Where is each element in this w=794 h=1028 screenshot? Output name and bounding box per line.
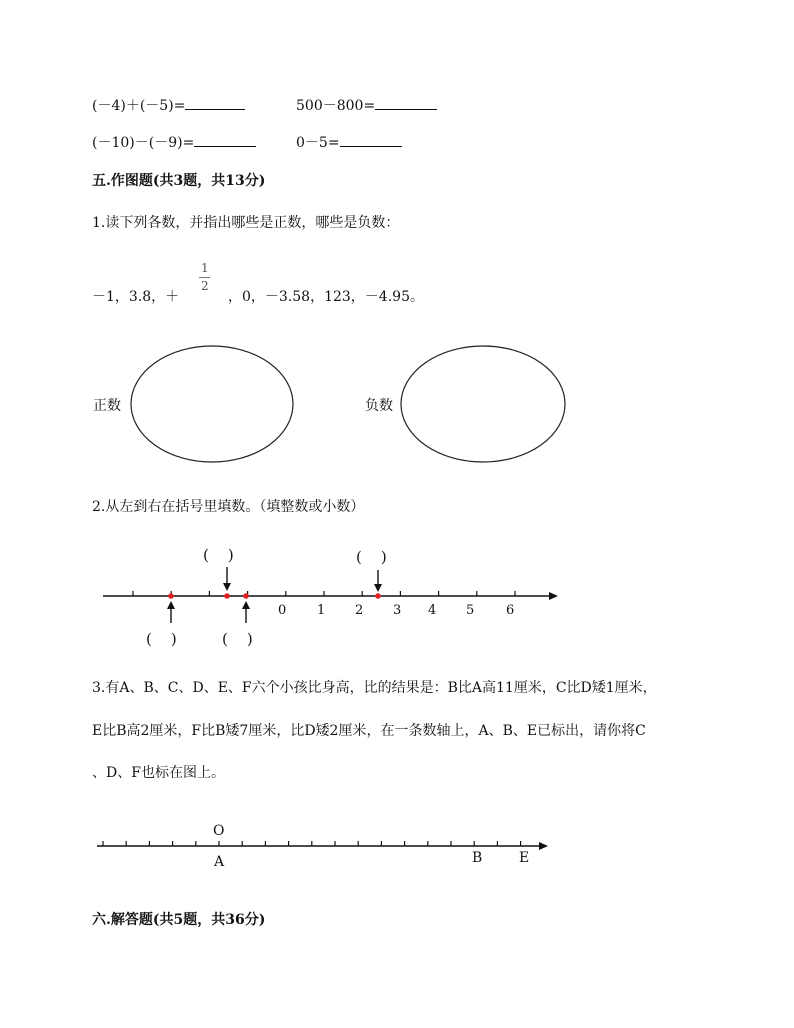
- tick-label-1: 1: [317, 603, 326, 618]
- arith-q2-text: 500－800=: [296, 98, 376, 114]
- answer-paren-top-1[interactable]: ( ): [203, 546, 234, 564]
- point-marker: [168, 593, 174, 599]
- origin-label: O: [213, 823, 225, 839]
- point-marker: [243, 593, 249, 599]
- arith-q3-text: (－10)－(－9)=: [92, 135, 195, 151]
- negative-ellipse[interactable]: [401, 346, 565, 462]
- point-marker: [375, 593, 381, 599]
- problem-1-text: 1.读下列各数，并指出哪些是正数，哪些是负数：: [92, 215, 400, 231]
- number-line-3: [97, 841, 548, 850]
- section-heading-6: 六.解答题(共5题，共36分): [92, 912, 266, 928]
- tick-label-2: 2: [355, 603, 364, 618]
- negative-label: 负数: [365, 398, 393, 414]
- point-label-e: E: [519, 850, 530, 866]
- problem-2-text: 2.从左到右在括号里填数。（填整数或小数）: [92, 499, 365, 515]
- tick-label-3: 3: [393, 603, 402, 618]
- tick-label-0: 0: [278, 603, 287, 618]
- number-line-2: [103, 567, 558, 623]
- positive-label: 正数: [93, 398, 121, 414]
- positive-ellipse[interactable]: [131, 346, 293, 462]
- problem-1-numbers-after: ，0，－3.58，123，－4.95。: [228, 289, 424, 305]
- section-heading-5: 五.作图题(共3题，共13分): [92, 173, 266, 189]
- problem-3-line-1: 3.有A、B、C、D、E、F六个小孩比身高，比的结果是：B比A高11厘米，C比D矮1厘米，: [92, 680, 657, 696]
- problem-3-line-3: 、D、F也标在图上。: [92, 765, 225, 781]
- point-marker: [224, 593, 230, 599]
- answer-paren-bottom-2[interactable]: ( ): [222, 630, 253, 648]
- tick-label-4: 4: [428, 603, 437, 618]
- answer-paren-bottom-1[interactable]: ( ): [146, 630, 177, 648]
- arith-q4-text: 0－5=: [296, 135, 340, 151]
- problem-1-numbers-before: －1，3.8，＋: [92, 289, 180, 305]
- arith-q1-text: (－4)＋(－5)=: [92, 98, 186, 114]
- tick-label-6: 6: [506, 603, 515, 618]
- tick-label-5: 5: [466, 603, 475, 618]
- problem-3-line-2: E比B高2厘米，F比B矮7厘米，比D矮2厘米，在一条数轴上，A、B、E已标出，请你将C: [92, 723, 646, 739]
- answer-paren-top-2[interactable]: ( ): [356, 548, 387, 566]
- point-label-a: A: [214, 854, 225, 870]
- point-label-b: B: [472, 850, 483, 866]
- fraction-numerator: 1: [201, 261, 209, 275]
- fraction-denominator: 2: [201, 279, 209, 293]
